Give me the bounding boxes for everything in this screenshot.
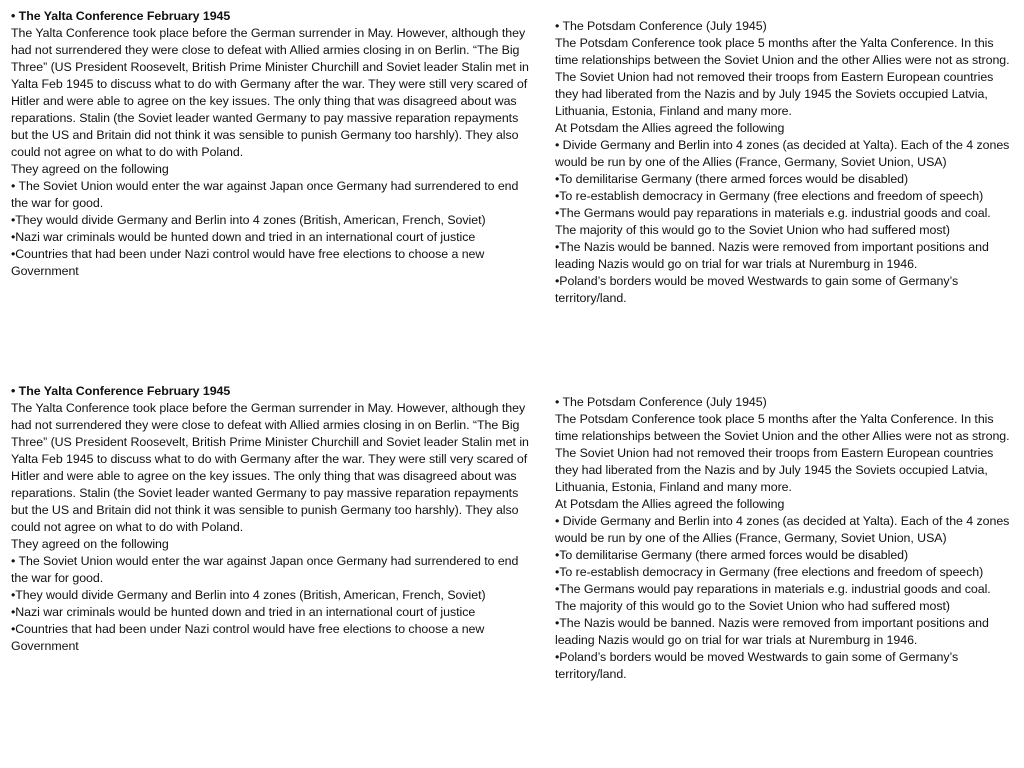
potsdam-point: •To demilitarise Germany (there armed forces would be disabled): [555, 172, 909, 186]
yalta-paragraph: The Yalta Conference took place before the German surrender in May. However, although they had not surrendered they were close to defeat with Allied armies closing in on Berlin. “The Big Three” (US President Roosevelt, British Prime Minister Churchill and Soviet leader Stalin met in Yalta Feb 1945 to discuss what to do with Germany after the war. They were still very scared of Hitler and were able to agree on the key issues. The only thing that was disagreed about was reparations. Stalin (the Soviet leader wanted Germany to pay massive reparation repayments but the US and Britain did not think it was sensible to punish Germany too harshly). They also could not agree on what to do with Poland.: [11, 401, 529, 534]
yalta-point: •Nazi war criminals would be hunted down and tried in an international court of justice: [11, 230, 476, 244]
yalta-point: •Nazi war criminals would be hunted down and tried in an international court of justice: [11, 605, 476, 619]
yalta-point: •They would divide Germany and Berlin into 4 zones (British, American, French, Soviet): [11, 588, 486, 602]
yalta-point: •They would divide Germany and Berlin into 4 zones (British, American, French, Soviet): [11, 213, 486, 227]
yalta-title: • The Yalta Conference February 1945: [11, 384, 231, 398]
yalta-agreed-intro: They agreed on the following: [11, 162, 169, 176]
potsdam-section-top: [555, 18, 1013, 307]
yalta-point: • The Soviet Union would enter the war against Japan once Germany had surrendered to end the war for good.: [11, 554, 519, 585]
potsdam-section-bottom: [555, 394, 1013, 683]
yalta-point: •Countries that had been under Nazi control would have free elections to choose a new Government: [11, 622, 485, 653]
yalta-section-top: [11, 8, 537, 280]
potsdam-paragraph: The Potsdam Conference took place 5 months after the Yalta Conference. In this time relationships between the Soviet Union and the other Allies were not as strong. The Soviet Union had not removed their troops from Eastern European countries they had liberated from the Nazis and by July 1945 the Soviets occupied Latvia, Lithuania, Estonia, Finland and many more.: [555, 412, 1010, 494]
potsdam-point: •The Nazis would be banned. Nazis were removed from important positions and leading Nazis would go on trial for war trials at Nuremburg in 1946.: [555, 240, 989, 271]
potsdam-agreed-intro: At Potsdam the Allies agreed the following: [555, 121, 785, 135]
yalta-point: •Countries that had been under Nazi control would have free elections to choose a new Government: [11, 247, 485, 278]
yalta-paragraph: The Yalta Conference took place before the German surrender in May. However, although they had not surrendered they were close to defeat with Allied armies closing in on Berlin. “The Big Three” (US President Roosevelt, British Prime Minister Churchill and Soviet leader Stalin met in Yalta Feb 1945 to discuss what to do with Germany after the war. They were still very scared of Hitler and were able to agree on the key issues. The only thing that was disagreed about was reparations. Stalin (the Soviet leader wanted Germany to pay massive reparation repayments but the US and Britain did not think it was sensible to punish Germany too harshly). They also could not agree on what to do with Poland.: [11, 26, 529, 159]
yalta-section-bottom: [11, 383, 537, 655]
potsdam-paragraph: The Potsdam Conference took place 5 months after the Yalta Conference. In this time relationships between the Soviet Union and the other Allies were not as strong. The Soviet Union had not removed their troops from Eastern European countries they had liberated from the Nazis and by July 1945 the Soviets occupied Latvia, Lithuania, Estonia, Finland and many more.: [555, 36, 1010, 118]
potsdam-point: • Divide Germany and Berlin into 4 zones (as decided at Yalta). Each of the 4 zones would be run by one of the Allies (France, Germany, Soviet Union, USA): [555, 514, 1010, 545]
potsdam-point: • Divide Germany and Berlin into 4 zones (as decided at Yalta). Each of the 4 zones would be run by one of the Allies (France, Germany, Soviet Union, USA): [555, 138, 1010, 169]
yalta-point: • The Soviet Union would enter the war against Japan once Germany had surrendered to end the war for good.: [11, 179, 519, 210]
potsdam-point: •The Germans would pay reparations in materials e.g. industrial goods and coal. The majority of this would go to the Soviet Union who had suffered most): [555, 582, 991, 613]
potsdam-point: •To demilitarise Germany (there armed forces would be disabled): [555, 548, 909, 562]
potsdam-point: •To re-establish democracy in Germany (free elections and freedom of speech): [555, 565, 984, 579]
potsdam-point: •Poland’s borders would be moved Westwards to gain some of Germany’s territory/land.: [555, 650, 959, 681]
potsdam-point: •To re-establish democracy in Germany (free elections and freedom of speech): [555, 189, 984, 203]
yalta-title: • The Yalta Conference February 1945: [11, 9, 231, 23]
yalta-agreed-intro: They agreed on the following: [11, 537, 169, 551]
potsdam-point: •The Germans would pay reparations in materials e.g. industrial goods and coal. The majority of this would go to the Soviet Union who had suffered most): [555, 206, 991, 237]
potsdam-point: •Poland’s borders would be moved Westwards to gain some of Germany’s territory/land.: [555, 274, 959, 305]
potsdam-agreed-intro: At Potsdam the Allies agreed the following: [555, 497, 785, 511]
potsdam-point: •The Nazis would be banned. Nazis were removed from important positions and leading Nazis would go on trial for war trials at Nuremburg in 1946.: [555, 616, 989, 647]
potsdam-title: • The Potsdam Conference (July 1945): [555, 395, 767, 409]
potsdam-title: • The Potsdam Conference (July 1945): [555, 19, 767, 33]
